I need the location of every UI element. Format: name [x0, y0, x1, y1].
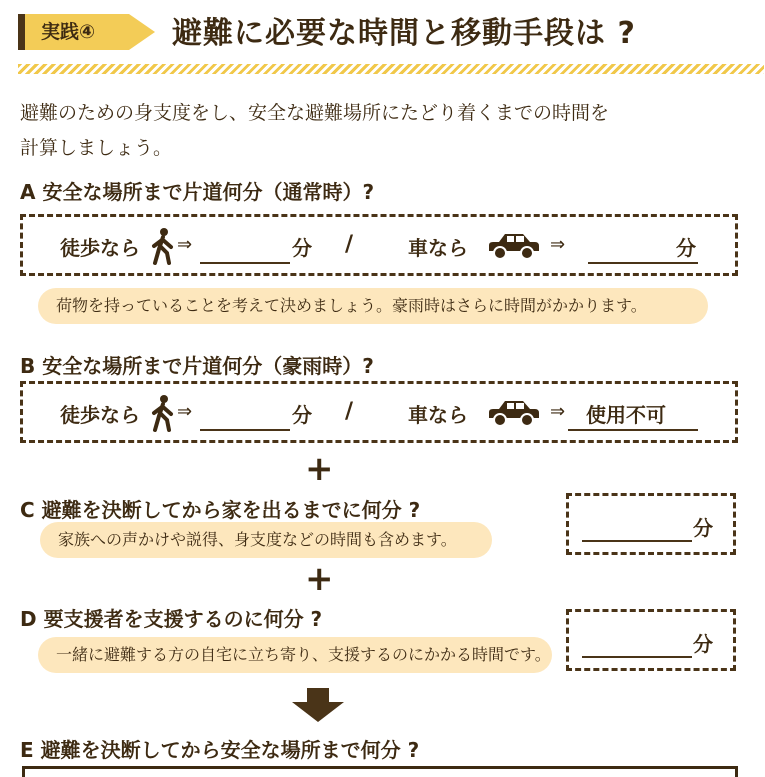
section-b-heading: B 安全な場所まで片道何分（豪雨時）?	[20, 354, 374, 378]
section-a-heading: A 安全な場所まで片道何分（通常時）?	[20, 180, 375, 204]
intro-text	[20, 96, 740, 166]
intro-line-1: 避難のための身支度をし、安全な避難場所にたどり着くまでの時間を	[20, 102, 610, 124]
section-d-heading: D 要支援者を支援するのに何分 ?	[20, 607, 323, 631]
section-c-unit: 分	[693, 516, 713, 540]
section-a-car-unit: 分	[676, 236, 696, 260]
section-d-input[interactable]	[582, 656, 692, 658]
walking-person-icon	[150, 394, 176, 432]
header-accent-bar	[18, 14, 25, 50]
section-e-box	[22, 766, 738, 777]
section-b-car-arrow: ⇒	[550, 401, 566, 422]
section-b-walk-label: 徒歩なら	[60, 403, 140, 427]
section-a-car-label: 車なら	[408, 236, 468, 260]
section-a-separator: /	[345, 232, 354, 257]
section-a-walk-unit: 分	[292, 236, 312, 260]
section-b-walk-input[interactable]	[200, 429, 290, 431]
section-a-walk-label: 徒歩なら	[60, 236, 140, 260]
section-c-input[interactable]	[582, 540, 692, 542]
down-arrow-icon	[290, 688, 346, 724]
plus-sign-2: +	[305, 559, 334, 599]
section-d-unit: 分	[693, 632, 713, 656]
section-b-separator: /	[345, 399, 354, 424]
section-a-car-arrow: ⇒	[550, 234, 566, 255]
section-a-note: 荷物を持っていることを考えて決めましょう。豪雨時はさらに時間がかかります。	[38, 288, 708, 324]
section-b-walk-arrow: ⇒	[177, 401, 193, 422]
car-icon	[485, 398, 541, 428]
section-b-car-underline	[568, 429, 698, 431]
section-a-walk-arrow: ⇒	[177, 234, 193, 255]
practice-tag: 実践④	[25, 14, 129, 50]
section-b-walk-unit: 分	[292, 403, 312, 427]
section-b-car-value: 使用不可	[586, 403, 666, 427]
section-c-note: 家族への声かけや説得、身支度などの時間も含めます。	[40, 522, 492, 558]
section-a-walk-input[interactable]	[200, 262, 290, 264]
section-a-car-input[interactable]	[588, 262, 698, 264]
section-e-heading: E 避難を決断してから安全な場所まで何分 ?	[20, 738, 420, 762]
section-b-car-label: 車なら	[408, 403, 468, 427]
striped-divider	[18, 64, 764, 74]
walking-person-icon	[150, 227, 176, 265]
car-icon	[485, 231, 541, 261]
page-title: 避難に必要な時間と移動手段は ?	[172, 16, 636, 51]
practice-tag-arrow	[129, 14, 155, 50]
section-c-heading: C 避難を決断してから家を出るまでに何分 ?	[20, 498, 421, 522]
section-d-note: 一緒に避難する方の自宅に立ち寄り、支援するのにかかる時間です。	[38, 637, 552, 673]
plus-sign-1: +	[305, 449, 334, 489]
intro-line-2: 計算しましょう。	[20, 137, 173, 159]
